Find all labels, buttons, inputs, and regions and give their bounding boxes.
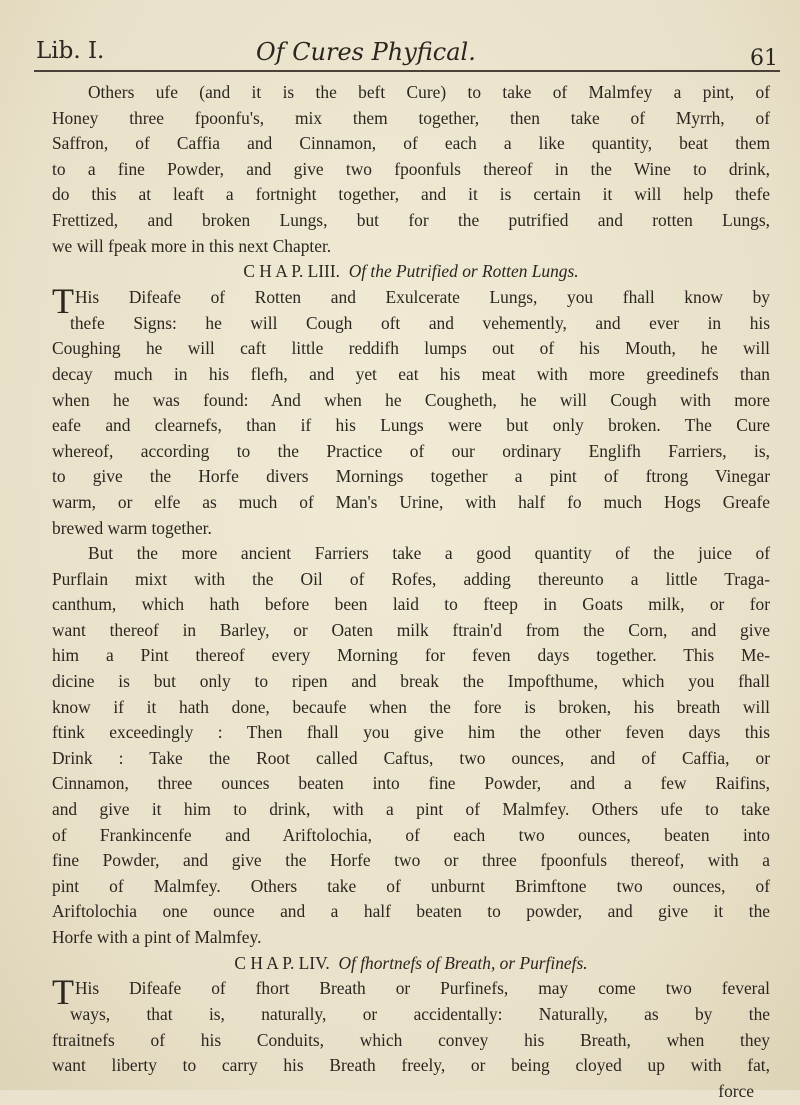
- text-line: Saffron, of Caffia and Cinnamon, of each a like quantity, beat them: [52, 133, 770, 154]
- page-number: 61: [750, 46, 778, 71]
- drop-cap: T: [52, 280, 74, 321]
- text-line: ways, that is, naturally, or accidentally: Naturally, as by the: [70, 1004, 770, 1025]
- text-line: to give the Horfe divers Mornings together a pint of ftrong Vinegar: [52, 466, 770, 487]
- text-line: when he was found: And when he Cougheth, he will Cough with more: [52, 389, 770, 410]
- book-number: Lib. I.: [36, 38, 105, 64]
- text-line: fine Powder, and give the Horfe two or three fpoonfuls thereof, with a: [52, 850, 770, 871]
- catchword: force: [718, 1080, 754, 1101]
- text-line: THis Difeafe of Rotten and Exulcerate Lungs, you fhall know by: [52, 280, 770, 321]
- text-line: Coughing he will caft little reddifh lumps out of his Mouth, he will: [52, 338, 770, 359]
- header-rule: [34, 70, 780, 72]
- text-line: whereof, according to the Practice of our ordinary Englifh Farriers, is,: [52, 440, 770, 461]
- drop-cap: T: [52, 972, 74, 1013]
- text-line: decay much in his flefh, and yet eat his meat with more greedinefs than: [52, 363, 770, 384]
- text-line: ftraitnefs of his Conduits, which convey his Breath, when they: [52, 1029, 770, 1050]
- text-line: Frettized, and broken Lungs, but for the putrified and rotten Lungs,: [52, 209, 770, 230]
- text-line: want thereof in Barley, or Oaten milk ftrain'd from the Corn, and give: [52, 619, 770, 640]
- chapter-53-label: C H A P. LIII.: [243, 261, 340, 282]
- text-line: pint of Malmfey. Others take of unburnt Brimftone two ounces, of: [52, 875, 770, 896]
- text-line: thefe Signs: he will Cough oft and vehemently, and ever in his: [70, 312, 770, 333]
- text-line: ftink exceedingly : Then fhall you give him the other feven days this: [52, 722, 770, 743]
- text-line: eafe and clearnefs, than if his Lungs were but only broken. The Cure: [52, 415, 770, 436]
- text-line: Cinnamon, three ounces beaten into fine Powder, and a few Raifins,: [52, 773, 770, 794]
- text-line: Drink : Take the Root called Caftus, two ounces, and of Caffia, or: [52, 747, 770, 768]
- text-line: him a Pint thereof every Morning for feven days together. This Me-: [52, 645, 770, 666]
- running-title: Of Cures Phyfical.: [256, 38, 476, 66]
- text-line: and give it him to drink, with a pint of Malmfey. Others ufe to take: [52, 799, 770, 820]
- text-line: canthum, which hath before been laid to fteep in Goats milk, or for: [52, 594, 770, 615]
- body-text: [52, 80, 770, 1105]
- chapter-53-body: [52, 280, 770, 951]
- chapter-54-title: Of fhortnefs of Breath, or Purfinefs.: [338, 952, 588, 973]
- text-line: dicine is but only to ripen and break the Impofthume, which you fhall: [52, 671, 770, 692]
- running-header: [36, 38, 778, 72]
- chapter-54-heading: [52, 951, 770, 977]
- chapter-54-label: C H A P. LIV.: [234, 952, 330, 973]
- text-line: do this at leaft a fortnight together, and it is certain it will help thefe: [52, 184, 770, 205]
- text-line: warm, or elfe as much of Man's Urine, with half fo much Hogs Greafe: [52, 491, 770, 512]
- text-line: know if it hath done, becaufe when the fore is broken, his breath will: [52, 696, 770, 717]
- paragraph-others-use: [52, 80, 770, 259]
- text-line: Horfe with a pint of Malmfey.: [52, 927, 262, 947]
- text-line: Others ufe (and it is the beft Cure) to take of Malmfey a pint, of: [88, 82, 770, 102]
- chapter-54-body: [52, 972, 770, 1104]
- chapter-53-heading: [52, 259, 770, 285]
- text-line: we will fpeak more in this next Chapter.: [52, 235, 332, 256]
- text-line: Ariftolochia one ounce and a half beaten to powder, and give it the: [52, 901, 770, 922]
- text-line: to a fine Powder, and give two fpoonfuls thereof in the Wine to drink,: [52, 158, 770, 179]
- text-line: THis Difeafe of fhort Breath or Purfinefs, may come two feveral: [52, 972, 770, 1013]
- text-line: But the more ancient Farriers take a good quantity of the juice of: [88, 543, 770, 564]
- text-line: Honey three fpoonfu's, mix them together, then take of Myrrh, of: [52, 107, 770, 128]
- text-line: brewed warm together.: [52, 517, 212, 538]
- text-line: Purflain mixt with the Oil of Rofes, adding thereunto a little Traga-: [52, 568, 770, 589]
- text-line: want liberty to carry his Breath freely, or being cloyed up with fat,: [52, 1055, 770, 1076]
- chapter-53-title: Of the Putrified or Rotten Lungs.: [348, 261, 579, 282]
- text-line: of Frankincenfe and Ariftolochia, of each two ounces, beaten into: [52, 824, 770, 845]
